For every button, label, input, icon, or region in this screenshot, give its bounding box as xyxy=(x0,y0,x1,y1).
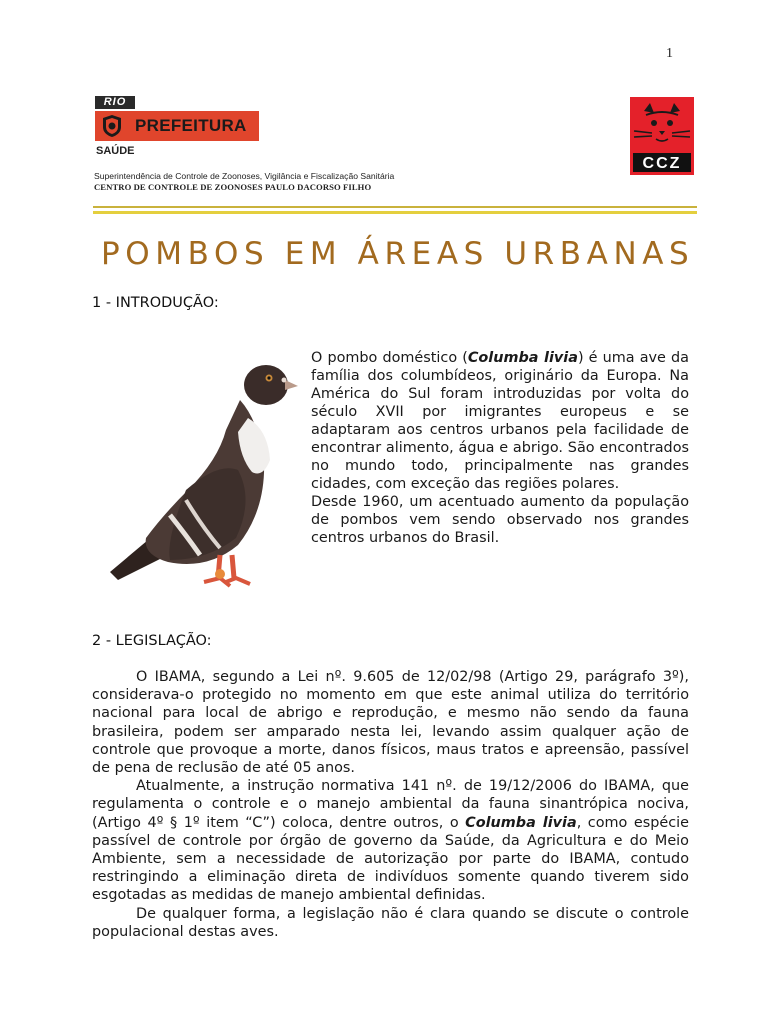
intro-paragraph-1: O pombo doméstico (Columba livia) é uma ave da família dos columbídeos, originário da Europa. Na América do Sul foram introduzidas por volta do século XVII por imigrantes europeus e se adaptaram aos centros urbanos pela facilidade de encontrar alimento, água e abrigo. São encontrados no mundo todo, principalmente nas grandes cidades, com exceção das regiões polares. xyxy=(311,350,689,492)
header-rule-top xyxy=(93,206,697,208)
ccz-logo xyxy=(630,97,694,175)
page-title: POMBOS EM ÁREAS URBANAS xyxy=(101,236,695,272)
intro-paragraph-2: Desde 1960, um acentuado aumento da população de pombos vem sendo observado nos grandes centros urbanos do Brasil. xyxy=(311,494,689,546)
pigeon-illustration xyxy=(108,350,304,600)
intro-text xyxy=(311,349,689,547)
species-name: Columba livia xyxy=(467,350,578,366)
rio-logo-label: RIO xyxy=(95,96,135,109)
ccz-logo-text: CCZ xyxy=(642,155,682,172)
saude-label: SAÚDE xyxy=(96,145,135,157)
header-rule-bottom xyxy=(93,211,697,214)
section-heading-legislacao: 2 - LEGISLAÇÃO: xyxy=(92,633,212,649)
legislacao-text xyxy=(92,668,689,941)
prefeitura-logo-text: PREFEITURA xyxy=(135,116,247,135)
legislacao-paragraph-2: Atualmente, a instrução normativa 141 nº. de 19/12/2006 do IBAMA, que regulamenta o controle e o manejo ambiental da fauna sinantrópica nociva, (Artigo 4º § 1º item “C”) coloca, dentre outros, o Columba livia, como espécie passível de controle por órgão de governo da Saúde, da Agricultura e do Meio Ambiente, sem a necessidade de autorização por parte do IBAMA, contudo restringindo a eliminação direta de indivíduos somente quando tiverem sido esgotadas as medidas de manejo ambiental definidas. xyxy=(92,778,689,904)
page-number: 1 xyxy=(666,46,673,61)
section-heading-introducao: 1 - INTRODUÇÃO: xyxy=(92,295,219,311)
legislacao-paragraph-3: De qualquer forma, a legislação não é clara quando se discute o controle populacional destas aves. xyxy=(92,905,689,940)
species-name: Columba livia xyxy=(465,814,577,831)
centro-line: CENTRO DE CONTROLE DE ZOONOSES PAULO DACORSO FILHO xyxy=(94,182,372,192)
superintendencia-line: Superintendência de Controle de Zoonoses, Vigilância e Fiscalização Sanitária xyxy=(94,171,395,181)
legislacao-paragraph-1: O IBAMA, segundo a Lei nº. 9.605 de 12/02/98 (Artigo 29, parágrafo 3º), considerava-o protegido no momento em que este animal utiliza do território nacional para local de abrigo e reprodução, e mesmo não sendo da fauna brasileira, podem ser amparado nesta lei, levando assim qualquer ação de controle que provoque a morte, danos físicos, maus tratos e apreensão, passível de pena de reclusão de até 05 anos. xyxy=(92,669,689,777)
city-seal-icon xyxy=(101,114,123,138)
